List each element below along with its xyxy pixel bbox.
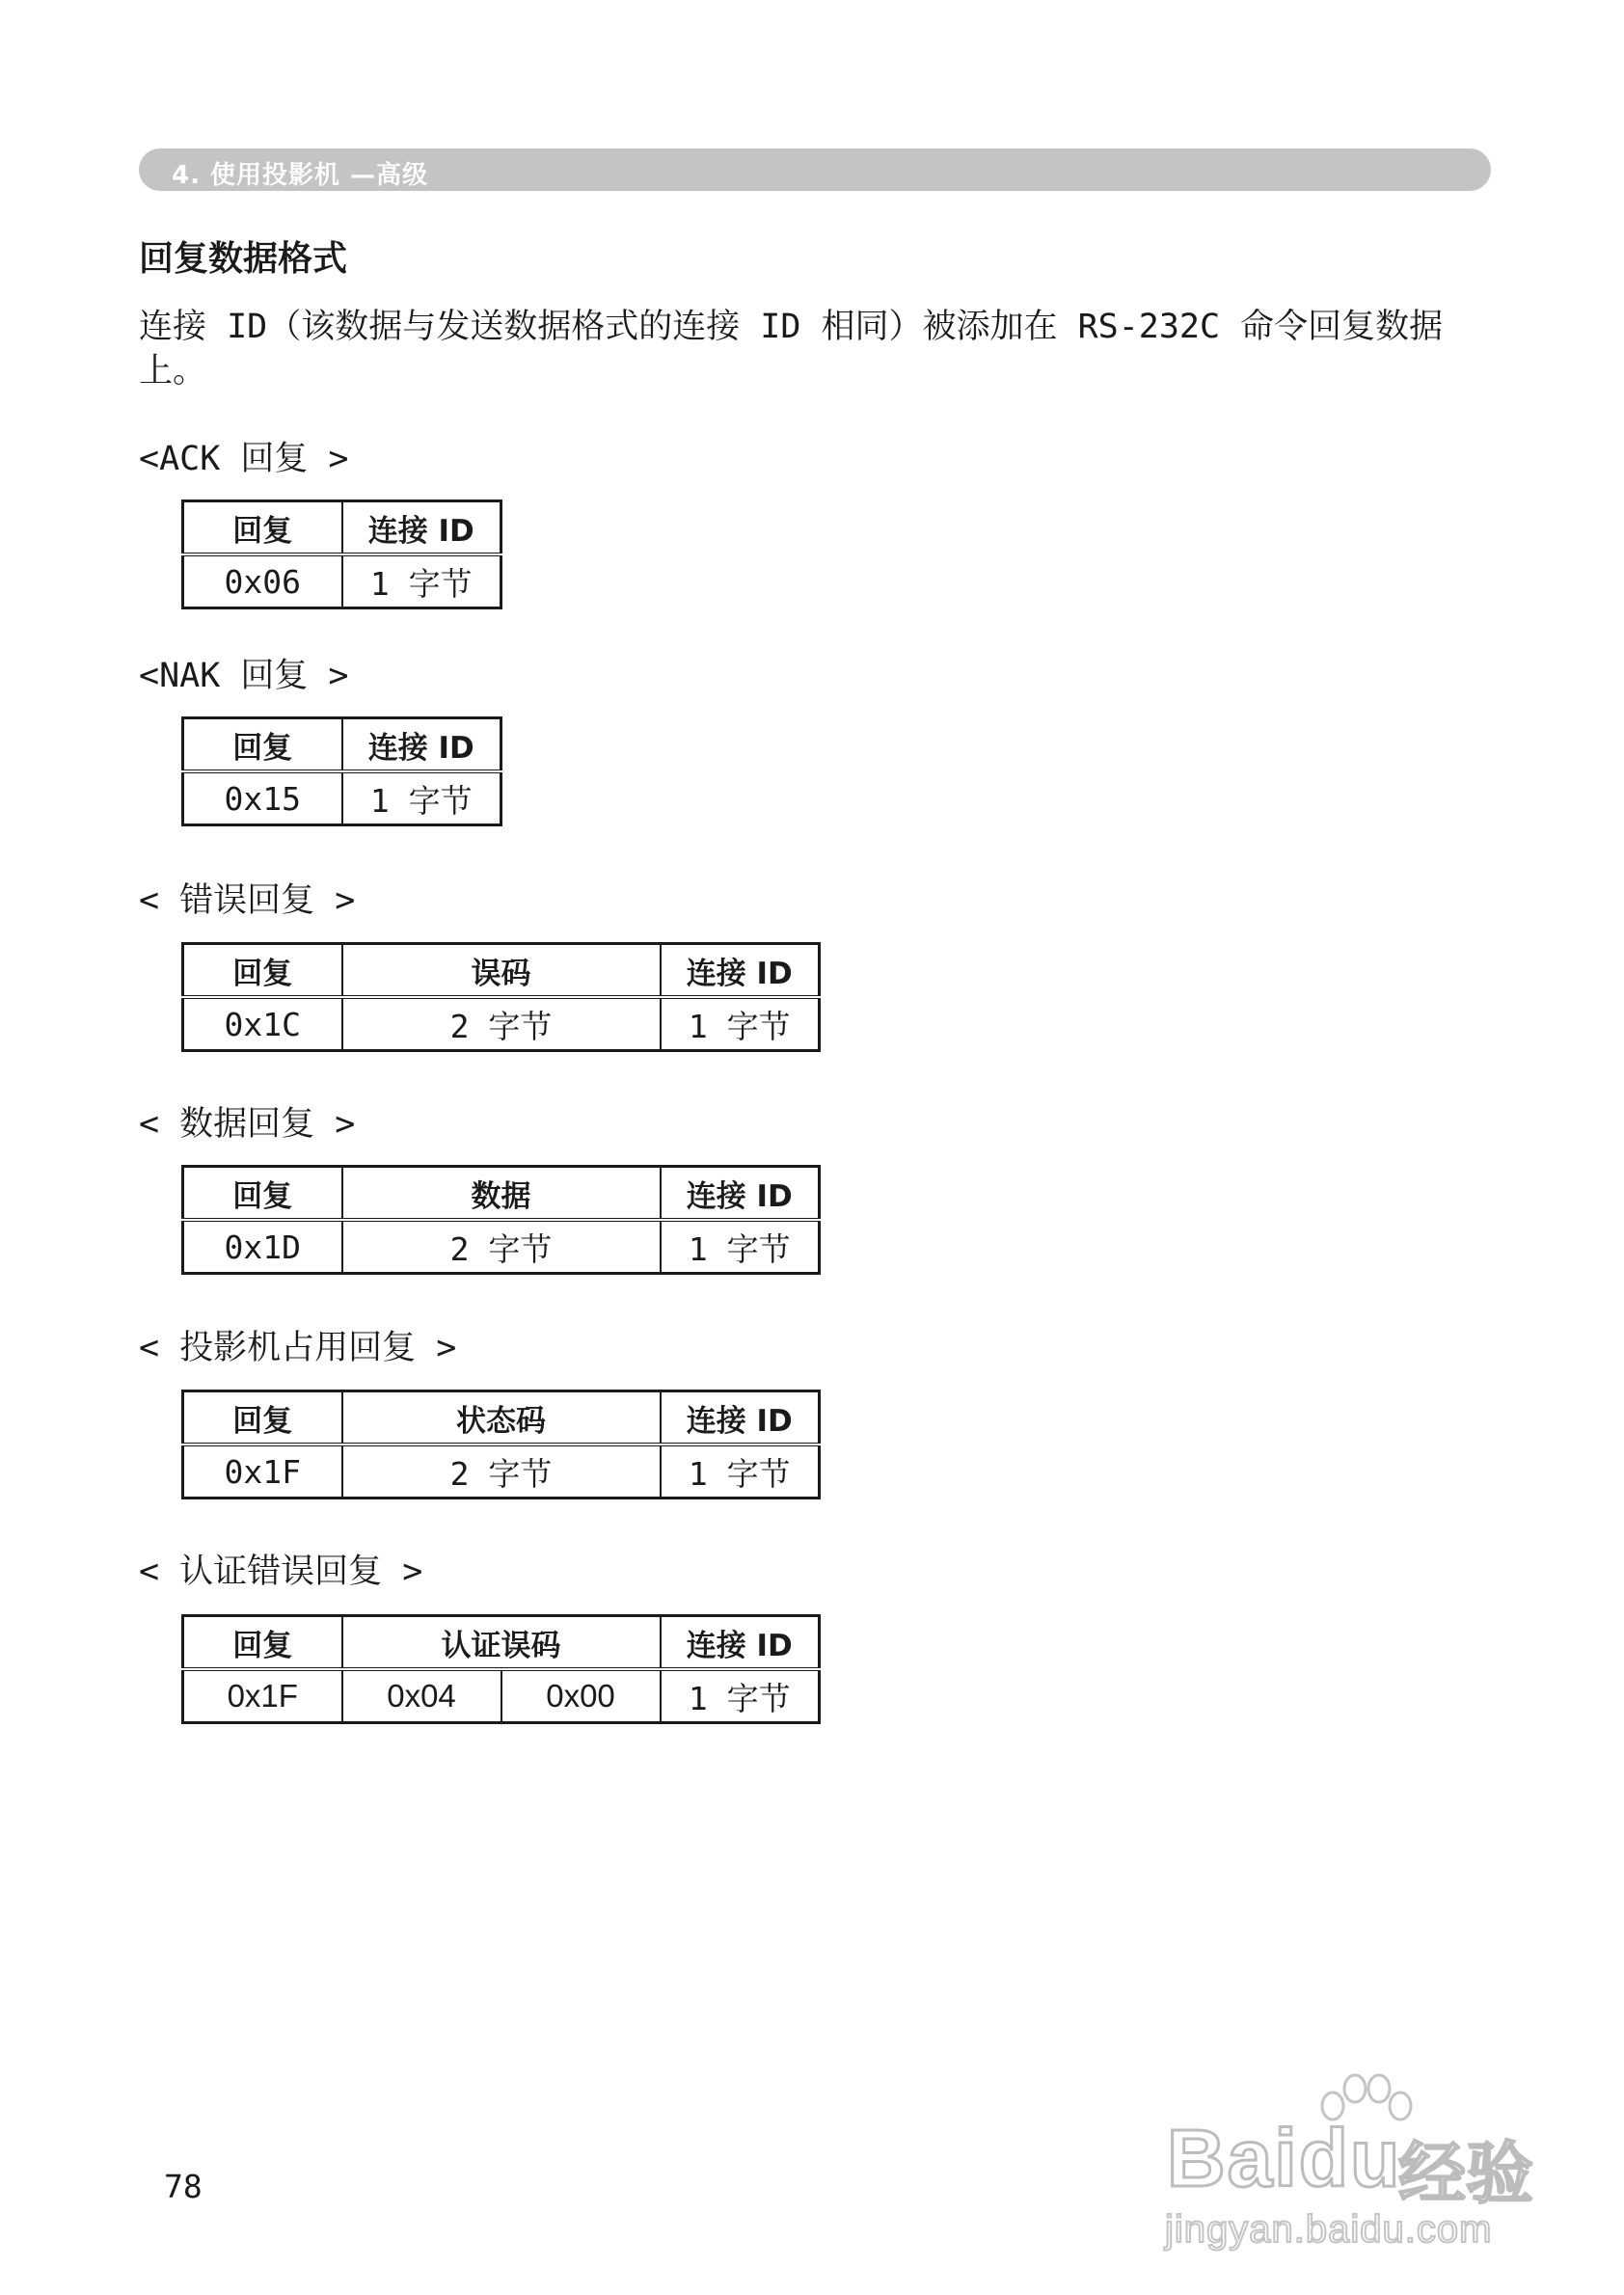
section-title: 回复数据格式 bbox=[139, 239, 348, 279]
watermark-url: jingyan.baidu.com bbox=[1165, 2208, 1493, 2251]
header-cell: 回复 bbox=[183, 944, 342, 998]
data-reply-title: < 数据回复 > bbox=[139, 1105, 356, 1144]
value-cell: 1 字节 bbox=[661, 1220, 820, 1274]
value-cell: 0x1D bbox=[183, 1220, 342, 1274]
header-cell: 状态码 bbox=[342, 1391, 661, 1445]
auth-error-reply-title: < 认证错误回复 > bbox=[139, 1552, 423, 1591]
header-cell: 连接 ID bbox=[342, 501, 501, 555]
ack-reply-title: <ACK 回复 > bbox=[139, 440, 349, 478]
header-cell: 认证误码 bbox=[342, 1616, 661, 1670]
value-cell: 0x1C bbox=[183, 997, 342, 1051]
value-cell: 2 字节 bbox=[342, 1444, 661, 1498]
chapter-header-bar bbox=[139, 148, 1491, 191]
value-cell: 0x04 bbox=[342, 1669, 501, 1723]
header-cell: 连接 ID bbox=[661, 1167, 820, 1221]
intro-paragraph: 连接 ID（该数据与发送数据格式的连接 ID 相同）被添加在 RS-232C 命令回复数据上。 bbox=[139, 308, 1444, 391]
value-cell: 2 字节 bbox=[342, 997, 661, 1051]
watermark-label: 经验 bbox=[1398, 2134, 1533, 2213]
header-cell: 误码 bbox=[342, 944, 661, 998]
busy-reply-table bbox=[181, 1390, 821, 1499]
nak-reply-table bbox=[181, 716, 502, 826]
watermark-logo: Baidu bbox=[1167, 2113, 1402, 2203]
value-cell: 2 字节 bbox=[342, 1220, 661, 1274]
header-cell: 连接 ID bbox=[661, 1391, 820, 1445]
baidu-watermark bbox=[1157, 2073, 1562, 2256]
value-cell: 1 字节 bbox=[661, 997, 820, 1051]
value-cell: 0x1F bbox=[183, 1669, 342, 1723]
busy-reply-title: < 投影机占用回复 > bbox=[139, 1329, 457, 1367]
header-cell: 回复 bbox=[183, 1391, 342, 1445]
header-cell: 连接 ID bbox=[661, 1616, 820, 1670]
header-cell: 回复 bbox=[183, 1616, 342, 1670]
header-cell: 回复 bbox=[183, 1167, 342, 1221]
error-reply-title: < 错误回复 > bbox=[139, 881, 356, 920]
chapter-title: 4. 使用投影机 —高级 bbox=[172, 161, 429, 190]
value-cell: 0x15 bbox=[183, 771, 342, 825]
value-cell: 1 字节 bbox=[342, 554, 501, 608]
header-cell: 回复 bbox=[183, 718, 342, 772]
header-cell: 回复 bbox=[183, 501, 342, 555]
ack-reply-table bbox=[181, 500, 502, 609]
value-cell: 0x00 bbox=[501, 1669, 661, 1723]
value-cell: 1 字节 bbox=[661, 1669, 820, 1723]
error-reply-table bbox=[181, 942, 821, 1052]
auth-error-reply-table bbox=[181, 1614, 821, 1724]
value-cell: 1 字节 bbox=[342, 771, 501, 825]
value-cell: 0x06 bbox=[183, 554, 342, 608]
header-cell: 数据 bbox=[342, 1167, 661, 1221]
value-cell: 1 字节 bbox=[661, 1444, 820, 1498]
value-cell: 0x1F bbox=[183, 1444, 342, 1498]
header-cell: 连接 ID bbox=[342, 718, 501, 772]
page-number: 78 bbox=[164, 2168, 203, 2205]
data-reply-table bbox=[181, 1165, 821, 1275]
header-cell: 连接 ID bbox=[661, 944, 820, 998]
nak-reply-title: <NAK 回复 > bbox=[139, 657, 349, 695]
